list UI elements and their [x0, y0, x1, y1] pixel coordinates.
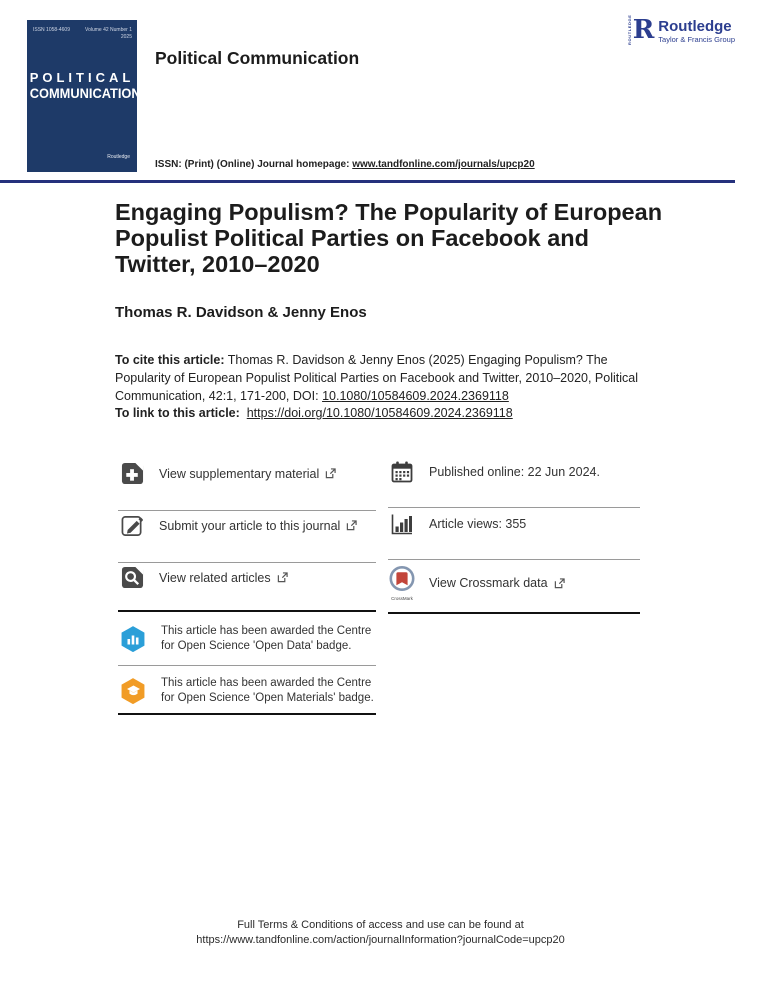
separator [388, 559, 640, 560]
related-articles-icon [120, 566, 144, 589]
open-materials-badge-icon [120, 678, 146, 704]
taylor-francis-tagline: Taylor & Francis Group [658, 35, 735, 44]
separator [118, 562, 376, 563]
cover-issn: ISSN 1058-4609 [33, 27, 70, 33]
issn-homepage-line [155, 159, 535, 170]
cover-volume: Volume 42 Number 1 2025 [85, 27, 132, 40]
supplementary-material-label: View supplementary material [159, 466, 320, 481]
cover-title: POLITICAL COMMUNICATION [29, 70, 141, 101]
supplementary-material-icon [120, 462, 144, 485]
external-link-icon [277, 572, 288, 583]
separator-dark [118, 713, 376, 715]
separator-dark [388, 612, 640, 614]
separator [118, 510, 376, 511]
journal-name: Political Communication [155, 48, 360, 68]
external-link-icon [346, 520, 357, 531]
open-data-badge-icon [120, 626, 146, 652]
routledge-logo [626, 14, 735, 45]
submit-article-icon [120, 514, 144, 537]
separator-dark [118, 610, 376, 612]
header-rule [0, 180, 735, 183]
calendar-icon [390, 460, 414, 484]
terms-url-link[interactable]: https://www.tandfonline.com/action/journalInformation?journalCode=upcp20 [196, 934, 565, 947]
routledge-wordmark: Routledge [658, 18, 732, 35]
citation-block [115, 351, 652, 405]
open-materials-badge-text: This article has been awarded the Centre for Open Science 'Open Materials' badge. [161, 677, 374, 705]
issn-prefix: ISSN: (Print) (Online) Journal homepage: [155, 159, 353, 170]
open-materials-badge-row [120, 676, 374, 706]
separator [118, 665, 376, 666]
external-link-icon [554, 578, 565, 589]
cite-label: To cite this article: [115, 353, 225, 367]
external-link-icon [325, 468, 336, 479]
view-crossmark-data-link[interactable] [390, 565, 565, 601]
article-title: Engaging Populism? The Popularity of European Populist Political Parties on Facebook and Twitter, 2010–2020 [115, 199, 663, 277]
article-views-row [390, 512, 526, 536]
submit-article-link[interactable] [120, 514, 357, 537]
cover-top-text [33, 27, 132, 40]
link-label: To link to this article: [115, 406, 240, 420]
crossmark-label: View Crossmark data [429, 576, 548, 590]
article-authors: Thomas R. Davidson & Jenny Enos [115, 304, 367, 321]
terms-footer [0, 918, 761, 948]
related-articles-label: View related articles [159, 570, 271, 585]
submit-article-label: Submit your article to this journal [159, 518, 341, 533]
view-supplementary-material-link[interactable] [120, 462, 336, 485]
terms-text: Full Terms & Conditions of access and use can be found at [237, 919, 524, 931]
cite-doi-link[interactable]: 10.1080/10584609.2024.2369118 [322, 389, 509, 403]
crossmark-icon [390, 565, 414, 601]
routledge-vertical-text: ROUTLEDGE [626, 14, 632, 45]
separator [388, 507, 640, 508]
journal-homepage-link[interactable]: www.tandfonline.com/journals/upcp20 [352, 159, 535, 170]
doi-link[interactable]: https://doi.org/10.1080/10584609.2024.2369118 [246, 406, 513, 420]
article-views-icon [390, 512, 414, 536]
published-online-label: Published online: 22 Jun 2024. [429, 465, 600, 479]
published-online-row [390, 460, 600, 484]
article-views-label: Article views: 355 [429, 517, 527, 531]
open-data-badge-row [120, 624, 371, 654]
cover-publisher-logo: Routledge [107, 154, 130, 160]
open-data-badge-text: This article has been awarded the Centre for Open Science 'Open Data' badge. [161, 625, 372, 653]
crossmark-caption: CrossMark [391, 596, 413, 601]
cite-body: Thomas R. Davidson & Jenny Enos (2025) Engaging Populism? The Popularity of European Populist Political Parties on Facebook and Twitter, 2010–2020, Political Communication, 42:1, 171-200, DOI: [115, 353, 639, 403]
view-related-articles-link[interactable] [120, 566, 288, 589]
journal-cover-thumbnail [27, 20, 141, 172]
routledge-r-icon: R [632, 15, 655, 45]
link-line [115, 406, 513, 420]
